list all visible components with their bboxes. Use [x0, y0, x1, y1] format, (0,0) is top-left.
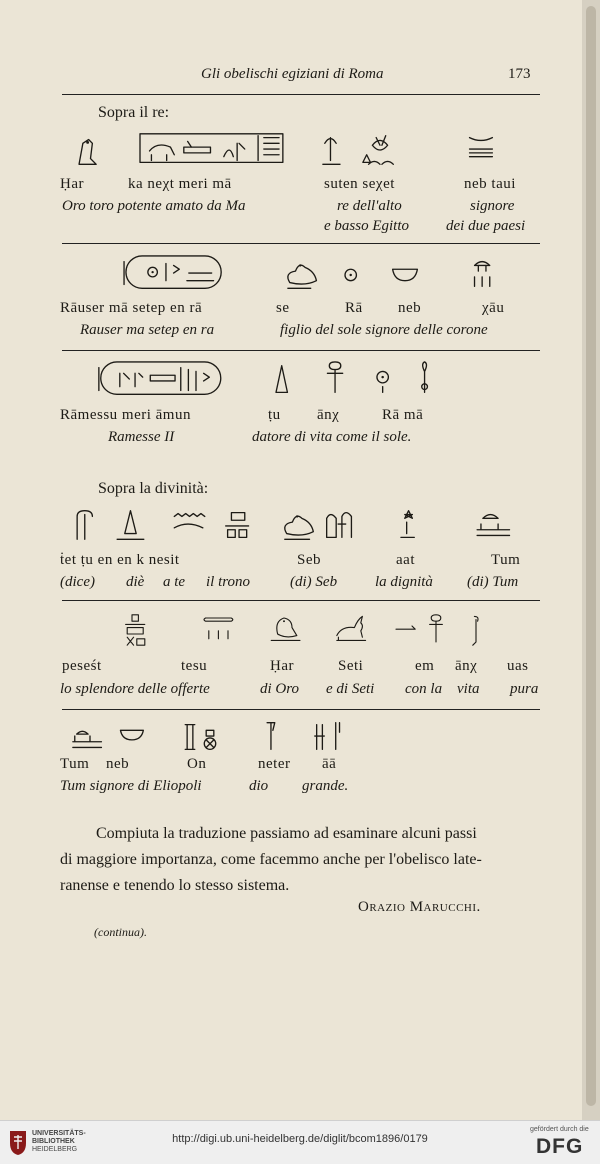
translit-2-d: neb [398, 300, 422, 316]
basket-glyph-icon [393, 269, 418, 280]
translation-1-a: Oro toro potente amato da Ma [62, 198, 246, 214]
star-glyph-icon [401, 511, 414, 538]
section-label-king: Sopra il re: [98, 104, 170, 121]
double-pillar-glyph-icon [315, 723, 340, 750]
two-lands-glyph-icon [470, 138, 493, 157]
translit-3-b: ṭu [268, 407, 281, 423]
translation-4-b: diè [126, 574, 145, 590]
header-rule [62, 94, 540, 95]
translit-5-g: uas [507, 658, 529, 674]
crowns-glyph-icon [475, 262, 490, 287]
translit-5-e: em [415, 658, 435, 674]
translit-1-c: suten seχet [324, 176, 395, 192]
translit-6-d: neter [258, 756, 291, 772]
library-logo-text: UNIVERSITÄTS- BIBLIOTHEK HEIDELBERG [32, 1130, 86, 1153]
translation-5-d: con la [405, 681, 443, 697]
translit-3-a: Rāmessu meri āmun [60, 407, 191, 423]
translit-4-a: ṫet ṭu en en k nesit [60, 552, 180, 568]
translation-1-b: re dell'alto [337, 198, 402, 214]
hieroglyph-row-2 [110, 254, 540, 294]
paragraph-line-3: ranense e tenendo lo stesso sistema. [60, 877, 290, 894]
translation-4-e: (di) Seb [290, 574, 338, 590]
ankh-glyph-icon [430, 615, 443, 642]
paragraph-line-2: di maggiore importanza, come facemmo anche per l'obelisco late- [60, 851, 482, 868]
continua-note: (continua). [94, 925, 147, 939]
translit-5-a: peseśt [62, 658, 102, 674]
running-title: Gli obelischi egiziani di Roma [201, 66, 384, 82]
was-scepter-glyph-icon [473, 616, 478, 645]
translit-4-d: Tum [491, 552, 521, 568]
translation-4-c: a te [163, 574, 186, 590]
dfg-wordmark: DFG [536, 1135, 584, 1158]
translit-5-f: ānχ [455, 658, 478, 674]
serekh-icon [140, 134, 283, 163]
translation-6-b: dio [249, 778, 269, 794]
translation-4-f: la dignità [375, 574, 433, 590]
hieroglyph-row-6 [60, 717, 360, 757]
divider-2 [62, 350, 540, 351]
translit-5-d: Seti [338, 658, 364, 674]
translit-1-d: neb taui [464, 176, 516, 192]
translit-4-c: aat [396, 552, 415, 568]
dfg-caption: gefördert durch die [530, 1126, 589, 1133]
translation-5-a: lo splendore delle offerte [60, 681, 210, 697]
cartouche-strokes-glyph-icon [204, 618, 233, 639]
translit-3-c: ānχ [317, 407, 340, 423]
city-glyph-icon [204, 730, 215, 749]
hieroglyph-row-3 [86, 360, 466, 400]
translit-1-b: ka neχt meri mā [128, 176, 232, 192]
jackal-glyph-icon [337, 616, 366, 640]
feather-glyph-icon [422, 362, 428, 392]
dfg-logo[interactable] [530, 1124, 596, 1162]
translation-6-c: grande. [302, 778, 349, 794]
sledge-glyph-icon [477, 515, 509, 536]
sedge-bee-glyph-icon [323, 136, 393, 165]
translation-2-b: figlio del sole signore delle corone [280, 322, 488, 338]
offering-glyph-icon [126, 615, 145, 645]
paragraph-line-1: Compiuta la traduzione passiamo ad esaminare alcuni passi [96, 825, 477, 842]
permalink-url[interactable]: http://digi.ub.uni-heidelberg.de/diglit/bcom1896/0179 [172, 1133, 428, 1145]
divider-3 [62, 600, 540, 601]
falcon-glyph-icon [79, 140, 96, 165]
falcon-standard-glyph-icon [271, 618, 300, 640]
goose-glyph-icon [285, 515, 314, 539]
pillar-glyph-icon [185, 725, 195, 750]
sun-glyph-icon [345, 269, 356, 280]
translation-5-b: di Oro [260, 681, 300, 697]
translation-1-e: dei due paesi [446, 218, 526, 234]
author-signature: Orazio Marucchi. [358, 899, 481, 915]
seated-figure-glyph-icon [327, 513, 352, 538]
translation-4-g: (di) Tum [467, 574, 519, 590]
scrollbar-thumb[interactable] [586, 6, 596, 1106]
cobra-glyph-icon [77, 511, 92, 540]
hieroglyph-row-5 [60, 610, 540, 650]
cartouche-icon [124, 256, 221, 288]
sledge-glyph-icon [73, 731, 102, 747]
translation-6-a: Tum signore di Eliopoli [60, 778, 202, 794]
translit-1-a: Ḥar [60, 176, 84, 192]
translit-2-e: χāu [482, 300, 505, 316]
translation-1-c: signore [470, 198, 515, 214]
translit-2-a: Rāuser mā setep en rā [60, 300, 203, 316]
translation-5-e: vita [457, 681, 480, 697]
translation-5-c: e di Seti [326, 681, 375, 697]
translit-4-b: Seb [297, 552, 321, 568]
translation-3-a: Ramesse II [108, 429, 175, 445]
divider-1 [62, 243, 540, 244]
translation-3-b: datore di vita come il sole. [252, 429, 412, 445]
vertical-scrollbar[interactable] [582, 0, 600, 1120]
cone-glyph-icon [276, 366, 287, 393]
translit-2-c: Rā [345, 300, 363, 316]
translation-4-d: il trono [206, 574, 251, 590]
owl-stroke-glyph-icon [396, 626, 415, 629]
flag-glyph-icon [267, 723, 275, 750]
translit-6-a: Tum [60, 756, 90, 772]
translit-6-c: On [187, 756, 207, 772]
throne-glyph-icon [226, 513, 249, 538]
water-glyph-icon [174, 514, 204, 528]
duck-glyph-icon [288, 264, 317, 288]
translation-4-a: (dice) [60, 574, 95, 590]
translit-5-c: Ḥar [270, 658, 294, 674]
translation-2-a: Rauser ma setep en ra [80, 322, 215, 338]
divider-4 [62, 709, 540, 710]
translit-3-d: Rā mā [382, 407, 424, 423]
hieroglyph-row-1 [60, 130, 540, 170]
translit-6-b: neb [106, 756, 130, 772]
translit-6-e: āā [322, 756, 337, 772]
hieroglyph-row-4 [60, 505, 540, 545]
section-label-divinity: Sopra la divinità: [98, 480, 209, 497]
sun-glyph-icon [377, 371, 388, 392]
ankh-glyph-icon [327, 362, 342, 392]
translation-1-d: e basso Egitto [324, 218, 409, 234]
translit-5-b: tesu [181, 658, 208, 674]
cartouche-icon [99, 362, 221, 394]
viewer-footer [0, 1120, 600, 1164]
page-number: 173 [508, 66, 531, 82]
basket-glyph-icon [120, 730, 143, 740]
translation-5-f: pura [510, 681, 539, 697]
translit-2-b: se [276, 300, 290, 316]
cone-glyph-icon [117, 511, 144, 540]
